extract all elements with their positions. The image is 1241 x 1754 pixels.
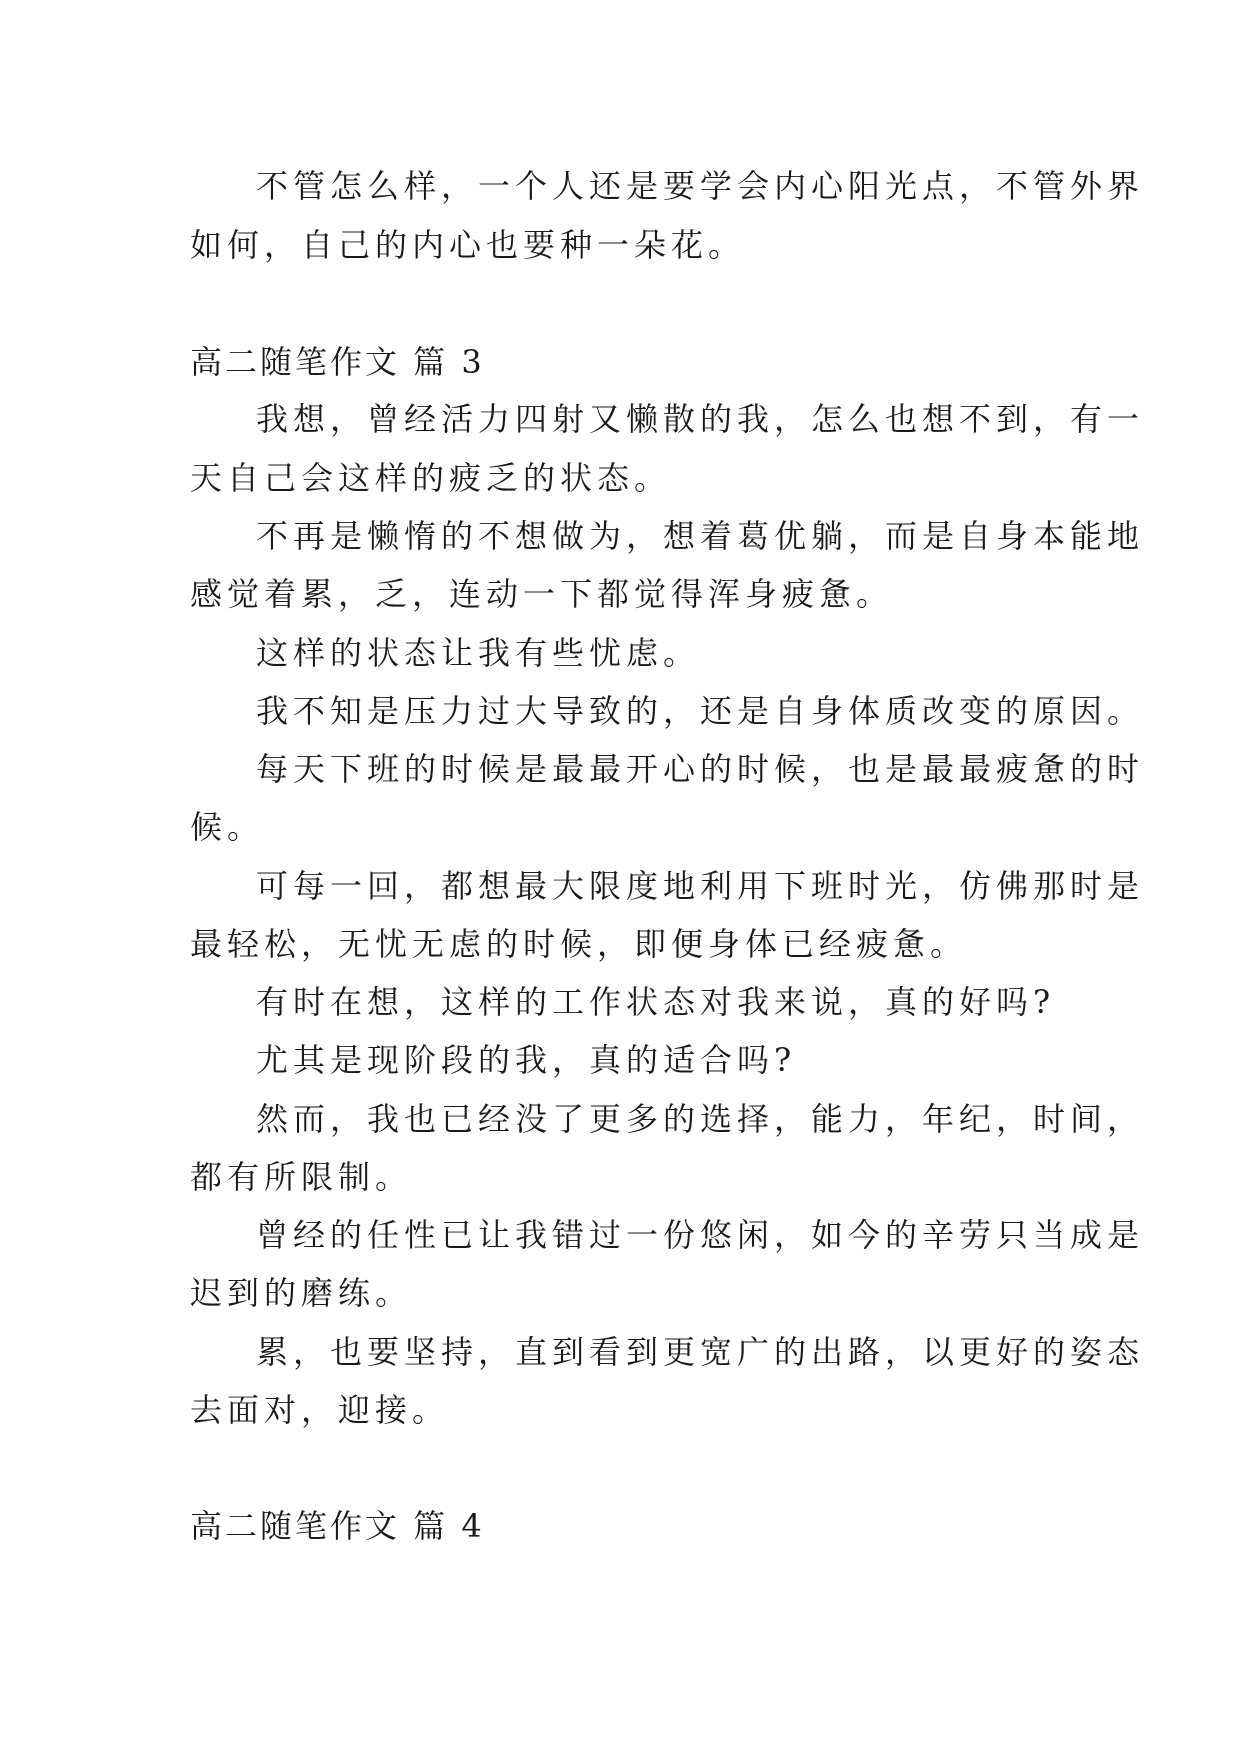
paragraph-line: 可每一回，都想最大限度地利用下班时光，仿佛那时是 bbox=[256, 867, 1145, 905]
paragraph-line: 这样的状态让我有些忧虑。 bbox=[256, 634, 701, 672]
paragraph-line: 不再是懒惰的不想做为，想着葛优躺，而是自身本能地 bbox=[256, 517, 1145, 555]
paragraph-line: 候。 bbox=[190, 808, 265, 846]
paragraph-line: 尤其是现阶段的我，真的适合吗? bbox=[256, 1041, 797, 1079]
paragraph-line: 我不知是压力过大导致的，还是自身体质改变的原因。 bbox=[256, 692, 1145, 730]
paragraph-line: 迟到的磨练。 bbox=[190, 1274, 413, 1312]
paragraph-line: 累，也要坚持，直到看到更宽广的出路，以更好的姿态 bbox=[256, 1333, 1145, 1371]
paragraph-line: 天自己会这样的疲乏的状态。 bbox=[190, 459, 672, 497]
paragraph-line: 我想，曾经活力四射又懒散的我，怎么也想不到，有一 bbox=[256, 400, 1145, 438]
paragraph-line: 不管怎么样，一个人还是要学会内心阳光点，不管外界 bbox=[256, 167, 1145, 205]
paragraph-line: 曾经的任性已让我错过一份悠闲，如今的辛劳只当成是 bbox=[256, 1216, 1145, 1254]
paragraph-line: 每天下班的时候是最最开心的时候，也是最最疲惫的时 bbox=[256, 750, 1145, 788]
paragraph-line: 如何，自己的内心也要种一朵花。 bbox=[190, 226, 746, 264]
paragraph-line: 有时在想，这样的工作状态对我来说，真的好吗? bbox=[256, 983, 1056, 1021]
paragraph-line: 感觉着累，乏，连动一下都觉得浑身疲惫。 bbox=[190, 575, 894, 613]
paragraph-line: 然而，我也已经没了更多的选择，能力，年纪，时间， bbox=[256, 1100, 1145, 1138]
paragraph-line: 去面对，迎接。 bbox=[190, 1391, 450, 1429]
section-heading: 高二随笔作文 篇 3 bbox=[190, 343, 485, 381]
paragraph-line: 最轻松，无忧无虑的时候，即便身体已经疲惫。 bbox=[190, 925, 968, 963]
section-heading: 高二随笔作文 篇 4 bbox=[190, 1507, 485, 1545]
paragraph-line: 都有所限制。 bbox=[190, 1158, 413, 1196]
